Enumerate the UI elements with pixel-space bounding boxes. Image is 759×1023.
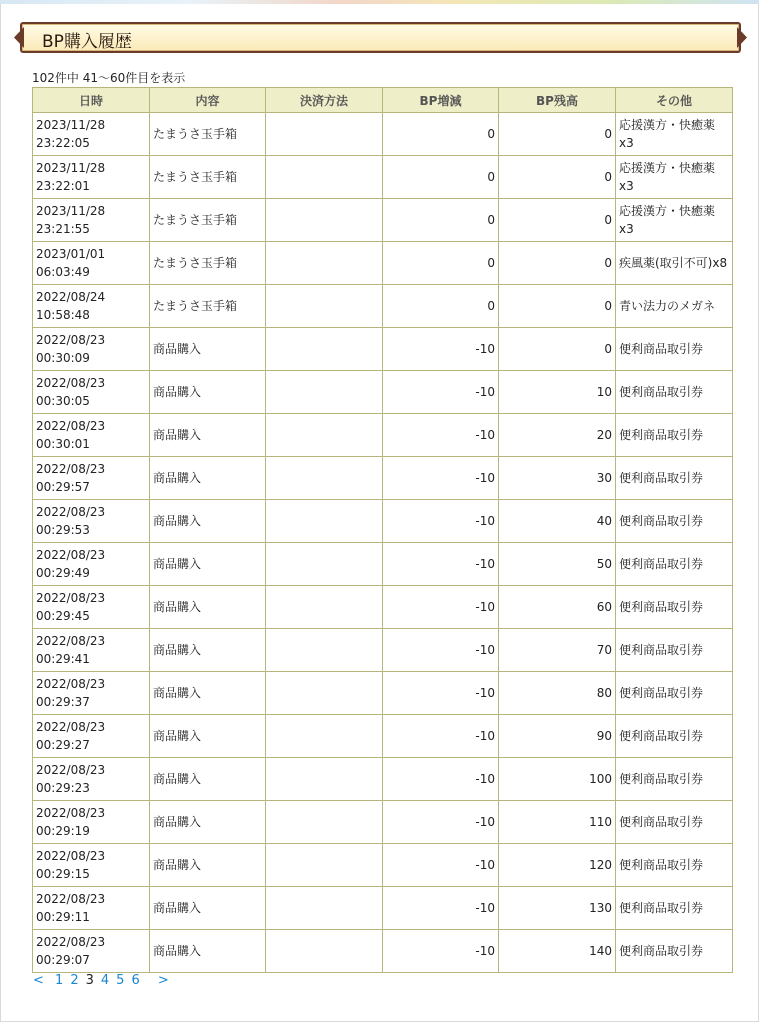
cell-datetime: 2022/08/23 00:29:41 — [33, 629, 150, 672]
cell-datetime: 2022/08/23 00:29:45 — [33, 586, 150, 629]
table-row — [33, 586, 733, 629]
cell-payment — [266, 199, 383, 242]
cell-payment — [266, 758, 383, 801]
cell-datetime: 2022/08/23 00:30:05 — [33, 371, 150, 414]
cell-bp-balance: 60 — [499, 586, 616, 629]
cell-other: 便利商品取引券 — [616, 371, 733, 414]
table-row — [33, 199, 733, 242]
table-row — [33, 328, 733, 371]
cell-bp-change: -10 — [383, 414, 499, 457]
cell-bp-balance: 0 — [499, 242, 616, 285]
cell-bp-balance: 40 — [499, 500, 616, 543]
cell-content: たまうさ玉手箱 — [150, 199, 266, 242]
cell-payment — [266, 457, 383, 500]
cell-other: 便利商品取引券 — [616, 629, 733, 672]
cell-datetime: 2022/08/23 00:29:23 — [33, 758, 150, 801]
cell-content: 商品購入 — [150, 586, 266, 629]
table-row — [33, 543, 733, 586]
cell-bp-change: -10 — [383, 672, 499, 715]
cell-bp-change: -10 — [383, 543, 499, 586]
table-row — [33, 457, 733, 500]
cell-bp-balance: 70 — [499, 629, 616, 672]
cell-bp-change: 0 — [383, 242, 499, 285]
cell-datetime: 2023/11/28 23:22:05 — [33, 113, 150, 156]
cell-bp-change: -10 — [383, 758, 499, 801]
pagination — [33, 973, 176, 988]
cell-other: 応援漢方・快癒薬x3 — [616, 113, 733, 156]
cell-bp-change: -10 — [383, 371, 499, 414]
cell-datetime: 2022/08/23 00:29:53 — [33, 500, 150, 543]
cell-payment — [266, 371, 383, 414]
bp-history-table — [32, 87, 733, 973]
cell-datetime: 2022/08/23 00:29:57 — [33, 457, 150, 500]
cell-content: 商品購入 — [150, 371, 266, 414]
prev-page-link[interactable]: < — [33, 973, 44, 988]
table-row — [33, 113, 733, 156]
cell-datetime: 2022/08/23 00:30:01 — [33, 414, 150, 457]
cell-content: 商品購入 — [150, 887, 266, 930]
cell-content: 商品購入 — [150, 758, 266, 801]
cell-other: 便利商品取引券 — [616, 543, 733, 586]
cell-bp-balance: 0 — [499, 328, 616, 371]
header-content: 内容 — [150, 88, 266, 113]
cell-datetime: 2023/01/01 06:03:49 — [33, 242, 150, 285]
cell-payment — [266, 801, 383, 844]
cell-bp-balance: 140 — [499, 930, 616, 973]
table-row — [33, 156, 733, 199]
cell-other: 便利商品取引券 — [616, 844, 733, 887]
page-link[interactable]: 5 — [116, 973, 125, 988]
cell-other: 応援漢方・快癒薬x3 — [616, 156, 733, 199]
cell-bp-balance: 0 — [499, 199, 616, 242]
header-payment: 決済方法 — [266, 88, 383, 113]
page-link[interactable]: 2 — [70, 973, 79, 988]
cell-bp-change: -10 — [383, 629, 499, 672]
header-bp-balance: BP残高 — [499, 88, 616, 113]
cell-payment — [266, 543, 383, 586]
page-link[interactable]: 4 — [100, 973, 110, 988]
cell-datetime: 2022/08/24 10:58:48 — [33, 285, 150, 328]
table-row — [33, 844, 733, 887]
cell-content: 商品購入 — [150, 801, 266, 844]
cell-content: 商品購入 — [150, 414, 266, 457]
cell-datetime: 2022/08/23 00:29:37 — [33, 672, 150, 715]
current-page: 3 — [85, 973, 94, 988]
cell-other: 便利商品取引券 — [616, 715, 733, 758]
cell-bp-balance: 10 — [499, 371, 616, 414]
table-row — [33, 371, 733, 414]
cell-bp-balance: 30 — [499, 457, 616, 500]
cell-content: 商品購入 — [150, 457, 266, 500]
cell-bp-balance: 130 — [499, 887, 616, 930]
cell-datetime: 2022/08/23 00:29:49 — [33, 543, 150, 586]
cell-content: 商品購入 — [150, 930, 266, 973]
cell-bp-change: -10 — [383, 715, 499, 758]
cell-datetime: 2022/08/23 00:29:15 — [33, 844, 150, 887]
cell-bp-change: -10 — [383, 844, 499, 887]
cell-bp-balance: 80 — [499, 672, 616, 715]
table-row — [33, 758, 733, 801]
table-row — [33, 285, 733, 328]
cell-content: たまうさ玉手箱 — [150, 113, 266, 156]
cell-other: 便利商品取引券 — [616, 500, 733, 543]
cell-other: 応援漢方・快癒薬x3 — [616, 199, 733, 242]
cell-bp-change: 0 — [383, 285, 499, 328]
cell-bp-change: -10 — [383, 887, 499, 930]
cell-content: 商品購入 — [150, 543, 266, 586]
cell-datetime: 2022/08/23 00:29:07 — [33, 930, 150, 973]
cell-other: 便利商品取引券 — [616, 414, 733, 457]
cell-bp-change: -10 — [383, 328, 499, 371]
cell-content: 商品購入 — [150, 629, 266, 672]
cell-content: たまうさ玉手箱 — [150, 285, 266, 328]
cell-content: 商品購入 — [150, 328, 266, 371]
cell-bp-balance: 0 — [499, 113, 616, 156]
header-bp-change: BP増減 — [383, 88, 499, 113]
cell-bp-balance: 120 — [499, 844, 616, 887]
page-title: BP購入履歴 — [42, 32, 132, 52]
cell-bp-balance: 90 — [499, 715, 616, 758]
table-row — [33, 715, 733, 758]
cell-payment — [266, 285, 383, 328]
cell-bp-change: -10 — [383, 930, 499, 973]
cell-bp-balance: 110 — [499, 801, 616, 844]
header-other: その他 — [616, 88, 733, 113]
cell-other: 便利商品取引券 — [616, 672, 733, 715]
cell-payment — [266, 715, 383, 758]
cell-content: 商品購入 — [150, 672, 266, 715]
table-row — [33, 629, 733, 672]
cell-payment — [266, 586, 383, 629]
cell-datetime: 2023/11/28 23:21:55 — [33, 199, 150, 242]
page-title-bar — [20, 22, 741, 53]
cell-bp-change: -10 — [383, 586, 499, 629]
table-row — [33, 500, 733, 543]
table-header-row — [33, 88, 733, 113]
table-row — [33, 887, 733, 930]
cell-payment — [266, 672, 383, 715]
cell-payment — [266, 500, 383, 543]
cell-content: 商品購入 — [150, 715, 266, 758]
cell-bp-change: -10 — [383, 457, 499, 500]
table-row — [33, 242, 733, 285]
cell-bp-change: 0 — [383, 113, 499, 156]
cell-datetime: 2022/08/23 00:29:11 — [33, 887, 150, 930]
cell-payment — [266, 887, 383, 930]
page-link[interactable]: 6 — [131, 973, 140, 988]
page-link[interactable]: 1 — [55, 973, 64, 988]
table-row — [33, 801, 733, 844]
cell-other: 便利商品取引券 — [616, 930, 733, 973]
cell-content: たまうさ玉手箱 — [150, 156, 266, 199]
cell-other: 便利商品取引券 — [616, 801, 733, 844]
cell-bp-balance: 50 — [499, 543, 616, 586]
cell-payment — [266, 328, 383, 371]
table-row — [33, 930, 733, 973]
cell-payment — [266, 930, 383, 973]
cell-other: 便利商品取引券 — [616, 758, 733, 801]
cell-payment — [266, 414, 383, 457]
cell-bp-change: -10 — [383, 500, 499, 543]
cell-content: たまうさ玉手箱 — [150, 242, 266, 285]
table-row — [33, 672, 733, 715]
cell-content: 商品購入 — [150, 500, 266, 543]
cell-datetime: 2023/11/28 23:22:01 — [33, 156, 150, 199]
cell-bp-balance: 0 — [499, 156, 616, 199]
cell-datetime: 2022/08/23 00:30:09 — [33, 328, 150, 371]
cell-other: 便利商品取引券 — [616, 586, 733, 629]
cell-other: 便利商品取引券 — [616, 457, 733, 500]
cell-content: 商品購入 — [150, 844, 266, 887]
cell-bp-change: 0 — [383, 156, 499, 199]
cell-other: 便利商品取引券 — [616, 887, 733, 930]
cell-datetime: 2022/08/23 00:29:27 — [33, 715, 150, 758]
cell-payment — [266, 242, 383, 285]
cell-bp-change: 0 — [383, 199, 499, 242]
cell-bp-balance: 20 — [499, 414, 616, 457]
next-page-link[interactable]: > — [157, 973, 169, 988]
cell-other: 便利商品取引券 — [616, 328, 733, 371]
cell-payment — [266, 156, 383, 199]
cell-datetime: 2022/08/23 00:29:19 — [33, 801, 150, 844]
table-row — [33, 414, 733, 457]
cell-payment — [266, 113, 383, 156]
cell-bp-change: -10 — [383, 801, 499, 844]
cell-bp-balance: 0 — [499, 285, 616, 328]
cell-other: 青い法力のメガネ — [616, 285, 733, 328]
cell-payment — [266, 844, 383, 887]
cell-bp-balance: 100 — [499, 758, 616, 801]
header-datetime: 日時 — [33, 88, 150, 113]
cell-payment — [266, 629, 383, 672]
cell-other: 疾風薬(取引不可)x8 — [616, 242, 733, 285]
result-summary: 102件中 41〜60件目を表示 — [32, 71, 186, 85]
